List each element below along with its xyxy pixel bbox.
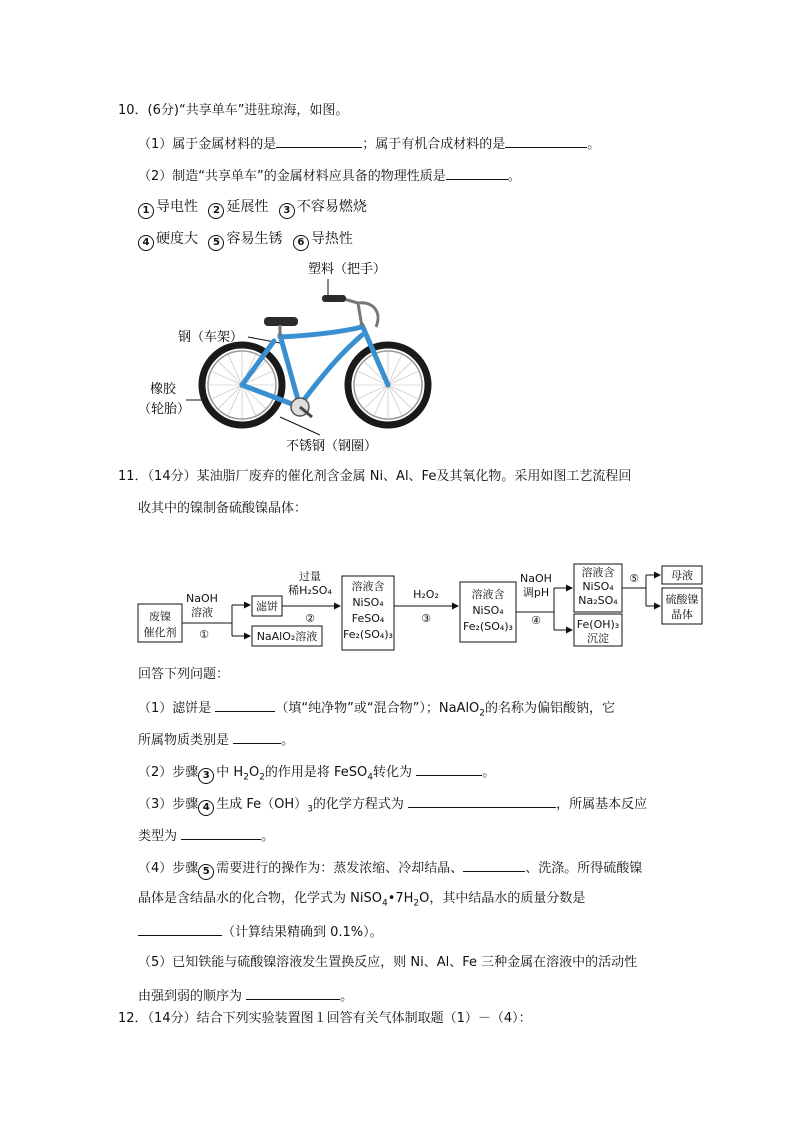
text: 。 (281, 733, 295, 748)
ppt-line-1: 沉淀 (587, 632, 609, 645)
subscript: 3 (307, 804, 313, 815)
text-adjust-ph: 调pH (522, 586, 550, 599)
text: 的化学方程式为 (312, 797, 404, 812)
option-label: 导热性 (310, 231, 353, 247)
option-label: 不容易燃烧 (296, 199, 367, 215)
q10-options-row2 (138, 230, 353, 251)
text: O (248, 765, 260, 780)
q11-part1-cont (138, 730, 294, 750)
step-4: ④ (531, 614, 541, 627)
ppt-line-0: Fe(OH)₃ (576, 618, 620, 631)
sol3-line-1: NiSO₄ (582, 580, 614, 593)
circled-number: 5 (208, 235, 224, 251)
subscript: 4 (381, 898, 388, 909)
label-frame: 钢（车架） (178, 330, 244, 345)
label-tire: （轮胎） (138, 402, 191, 417)
label-rubber: 橡胶 (150, 382, 177, 397)
text: （填“纯净物”或“混合物”）；NaAlO (275, 701, 480, 716)
q11-part5-cont (138, 986, 353, 1006)
circled-number: 3 (279, 203, 295, 219)
seat (264, 317, 298, 326)
step-5: ⑤ (629, 572, 639, 585)
q11-blank-4[interactable] (408, 794, 556, 808)
step-2: ② (305, 612, 315, 625)
text: 。 (482, 765, 496, 780)
option-label: 容易生锈 (226, 231, 283, 247)
option-4 (138, 231, 198, 247)
circled-number: 2 (208, 203, 224, 219)
text-naoh-1: NaOH (186, 592, 218, 605)
sol3-line-2: Na₂SO₄ (578, 594, 618, 607)
text: O，其中结晶水的质量分数是 (419, 891, 586, 906)
q11-part4 (138, 858, 642, 880)
text: （4）步骤 (138, 861, 199, 876)
text: 。 (261, 829, 275, 844)
circled-number: 6 (293, 235, 309, 251)
text-excess: 过量 (299, 570, 321, 583)
text-solution-1: 溶液 (191, 606, 213, 619)
q11-answer-prompt: 回答下列问题： (138, 667, 230, 682)
text-waste: 废镍 (149, 610, 171, 623)
text: •7H (387, 891, 414, 906)
text: 由强到弱的顺序为 (138, 989, 243, 1004)
option-3 (279, 199, 367, 215)
q12-title: 12．（14分）结合下列实验装置图１回答有关气体制取题（1）－（4）： (118, 1011, 532, 1026)
text: 类型为 (138, 829, 178, 844)
q10-title: 10．(6分)“共享单车”进驻琼海，如图。 (118, 103, 349, 118)
text-h2o2: H₂O₂ (413, 588, 439, 601)
text: 需要进行的操作为：蒸发浓缩、冷却结晶、 (216, 861, 464, 876)
q11-part3 (138, 794, 647, 819)
q10-part2-text-b: 。 (507, 169, 521, 184)
label-rim: 不锈钢（钢圈） (286, 439, 378, 454)
process-flow-diagram (134, 560, 708, 655)
q11-blank-1[interactable] (215, 698, 275, 712)
text: 生成 Fe（OH） (216, 797, 308, 812)
leader-rim (280, 417, 320, 435)
q10-part1-text-b: ；属于有机合成材料的是 (362, 137, 506, 152)
subscript: 2 (479, 708, 486, 719)
circled-3: 3 (198, 768, 214, 784)
sol1-line-3: Fe₂(SO₄)₃ (343, 628, 393, 641)
text: 、洗涤。所得硫酸镍 (525, 861, 643, 876)
option-6 (293, 231, 353, 247)
q10-blank-organic[interactable] (505, 134, 587, 148)
text: 转化为 (373, 765, 413, 780)
sol2-line-0: 溶液含 (471, 588, 505, 601)
option-label: 延展性 (226, 199, 269, 215)
q10-blank-metal[interactable] (276, 134, 362, 148)
q10-options-row1 (138, 198, 367, 219)
text: 晶体是含结晶水的化合物，化学式为 NiSO (138, 891, 382, 906)
option-label: 硬度大 (156, 231, 198, 247)
text-naoh-2: NaOH (520, 572, 552, 585)
text-catalyst: 催化剂 (143, 626, 177, 639)
sol1-line-1: NiSO₄ (352, 596, 384, 609)
q11-title-cont: 收其中的镍制备硫酸镍晶体： (138, 501, 308, 516)
option-5 (208, 231, 282, 247)
text-filter-cake: 滤饼 (256, 600, 278, 613)
text: 的名称为偏铝酸钠，它 (485, 701, 616, 716)
text-naalo2: NaAlO₂溶液 (256, 630, 318, 643)
q11-part5: （5）已知铁能与硫酸镍溶液发生置换反应，则 Ni、Al、Fe 三种金属在溶液中的活动性 (138, 955, 638, 970)
text: （计算结果精确到 0.1%）。 (222, 925, 383, 940)
subscript: 2 (259, 772, 265, 783)
q10-part1 (138, 134, 600, 154)
circled-number: 1 (138, 203, 154, 219)
handlebar (344, 299, 378, 327)
text: ，所属基本反应 (556, 797, 648, 812)
text: （3）步骤 (138, 797, 199, 812)
option-label: 导电性 (156, 199, 198, 215)
q11-part2 (138, 762, 495, 787)
q11-blank-5[interactable] (181, 826, 261, 840)
q11-blank-2[interactable] (233, 730, 281, 744)
q11-part4-cont (138, 890, 585, 913)
q11-part3-cont (138, 826, 274, 846)
crystal-line-1: 晶体 (671, 608, 693, 621)
q11-part4-cont2 (138, 922, 383, 942)
text: 。 (340, 989, 354, 1004)
q11-blank-3[interactable] (416, 762, 482, 776)
sol3-line-0: 溶液含 (581, 566, 615, 579)
text-mother-liquor: 母液 (671, 569, 693, 582)
circled-number: 4 (138, 235, 154, 251)
sol2-line-2: Fe₂(SO₄)₃ (463, 620, 513, 633)
subscript: 2 (243, 772, 249, 783)
text-dilute-h2so4: 稀H₂SO₄ (288, 584, 332, 597)
q10-part1-text-a: （1）属于金属材料的是 (138, 137, 277, 152)
q10-part1-text-c: 。 (587, 137, 601, 152)
sol1-line-2: FeSO₄ (351, 612, 385, 625)
step-1: ① (199, 628, 209, 641)
option-1 (138, 199, 198, 215)
option-2 (208, 199, 268, 215)
circled-4: 4 (198, 800, 214, 816)
q11-blank-6[interactable] (463, 858, 525, 872)
subscript: 4 (367, 772, 374, 783)
q10-part2-text-a: （2）制造“共享单车”的金属材料应具备的物理性质是 (138, 169, 446, 184)
q10-blank-property[interactable] (446, 166, 508, 180)
crystal-line-0: 硫酸镍 (665, 593, 699, 606)
text: 的作用是将 FeSO (264, 765, 368, 780)
q11-title: 11．（14分）某油脂厂废弃的催化剂含金属 Ni、Al、Fe及其氧化物。采用如图工艺流程回 (118, 469, 632, 484)
subscript: 2 (413, 898, 420, 909)
q11-part1 (138, 698, 615, 723)
sol1-line-0: 溶液含 (351, 580, 385, 593)
q11-blank-8[interactable] (246, 986, 340, 1000)
text: 中 H (216, 765, 244, 780)
text: （2）步骤 (138, 765, 199, 780)
q11-blank-7[interactable] (138, 922, 222, 936)
text: 所属物质类别是 (138, 733, 230, 748)
sol2-line-1: NiSO₄ (472, 604, 504, 617)
step-3: ③ (421, 612, 431, 625)
text: （1）滤饼是 (138, 701, 212, 716)
label-handle: 塑料（把手） (308, 262, 387, 277)
bicycle-figure (130, 255, 450, 455)
circled-5: 5 (198, 864, 214, 880)
q10-part2 (138, 166, 521, 186)
